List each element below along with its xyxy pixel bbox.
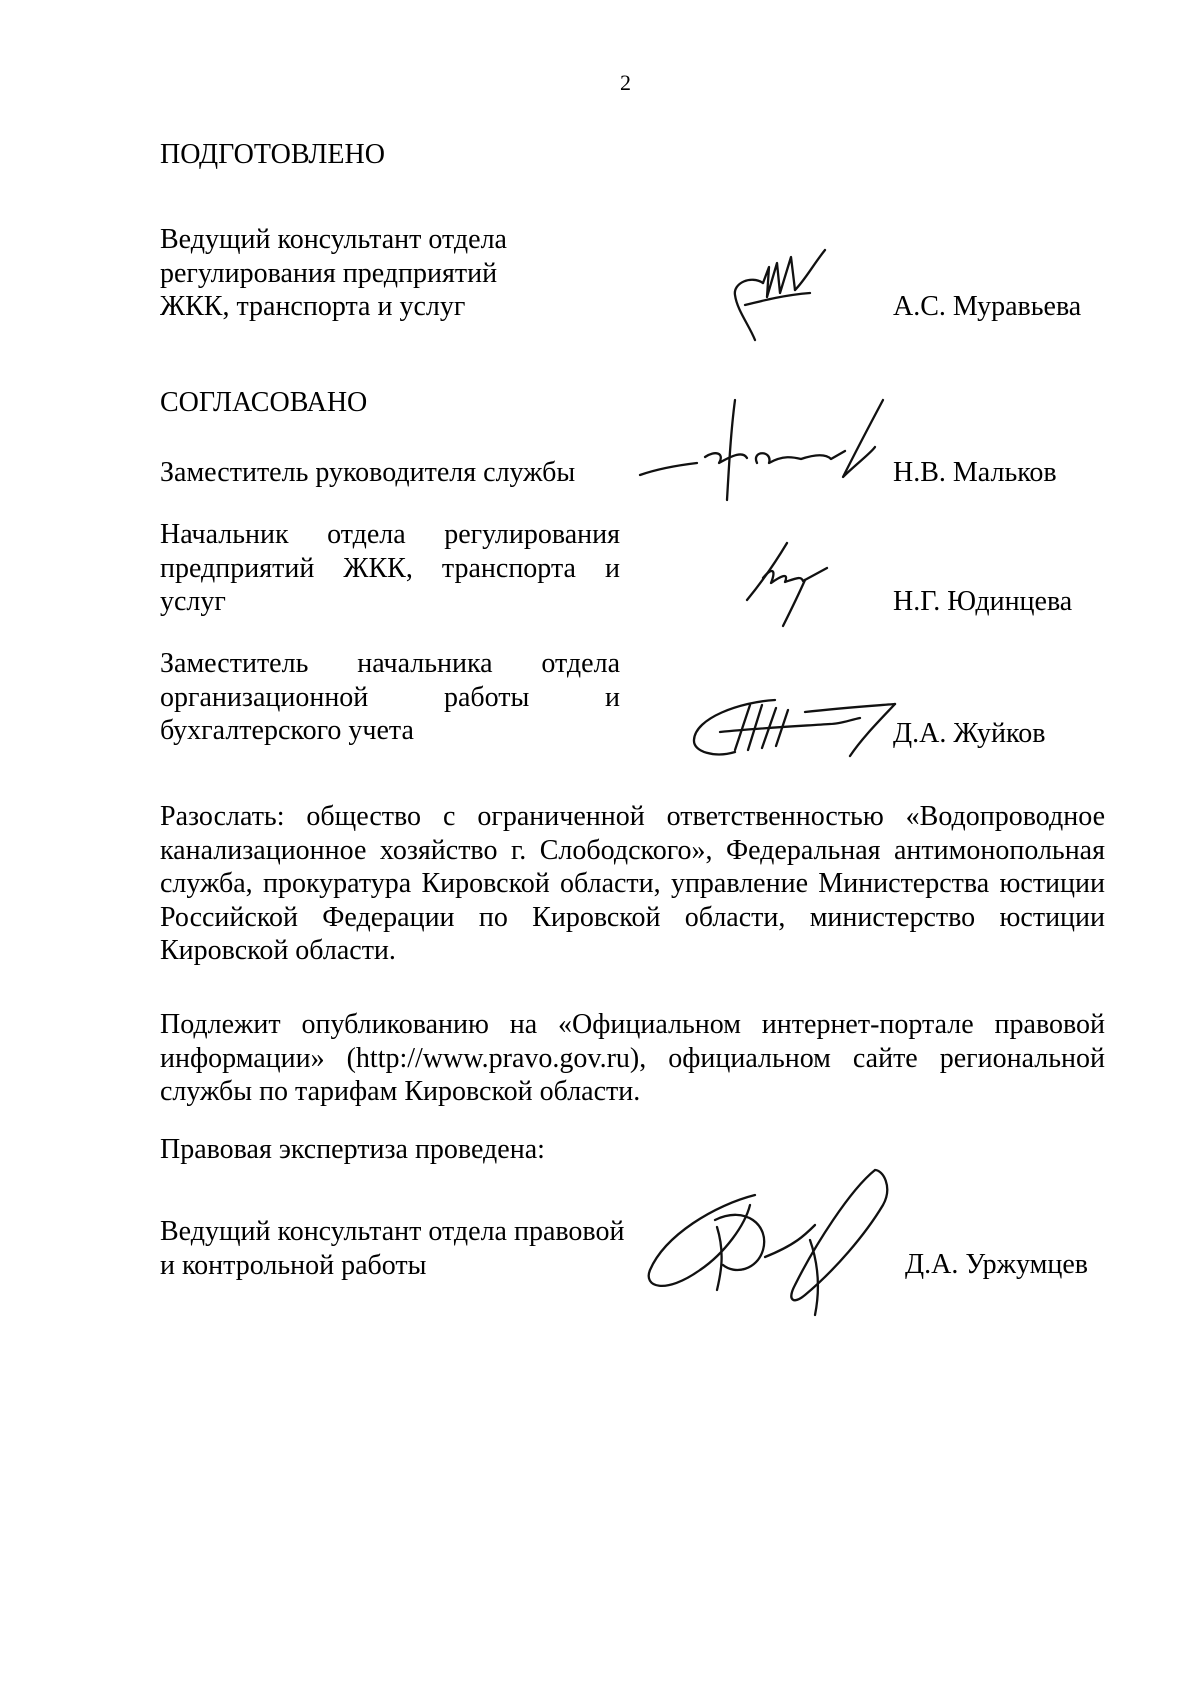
prepared-position-line: Ведущий консультант отдела (160, 224, 507, 255)
legal-review-heading: Правовая экспертиза проведена: (160, 1134, 545, 1165)
prepared-heading: ПОДГОТОВЛЕНО (160, 139, 385, 170)
publication-line: информации» (http://www.pravo.gov.ru), официальном сайте региональной (160, 1042, 1105, 1074)
signature-yudintseva (745, 538, 835, 628)
signature-malkov (635, 395, 895, 505)
agreed-signer-2-name: Н.Г. Юдинцева (893, 586, 1073, 617)
position-line: организационной работы и (160, 681, 620, 713)
legal-review-position-line: и контрольной работы (160, 1249, 427, 1281)
distribution-line: Разослать: общество с ограниченной ответственностью «Водопроводное (160, 801, 1105, 832)
position-line: предприятий ЖКК, транспорта и (160, 552, 620, 584)
prepared-position (160, 223, 507, 324)
position-line: услуг (160, 586, 226, 617)
position-line: Начальник отдела регулирования (160, 519, 620, 550)
publication-paragraph (160, 1008, 1105, 1109)
distribution-line: служба, прокуратура Кировской области, управление Министерства юстиции (160, 868, 1105, 899)
agreed-signer-3-position (160, 647, 620, 748)
publication-line: Подлежит опубликованию на «Официальном интернет-портале правовой (160, 1009, 1105, 1040)
signature-urzhumtsev (645, 1165, 915, 1320)
page-number: 2 (620, 70, 631, 95)
prepared-position-line: регулирования предприятий (160, 257, 498, 289)
prepared-name: А.С. Муравьева (893, 291, 1082, 322)
distribution-line: Российской Федерации по Кировской области, министерство юстиции (160, 901, 1105, 933)
position-line: Заместитель начальника отдела (160, 648, 620, 679)
distribution-line: Кировской области. (160, 935, 396, 966)
agreed-signer-3-name: Д.А. Жуйков (893, 718, 1046, 749)
prepared-position-line: ЖКК, транспорта и услуг (160, 291, 466, 322)
distribution-line: канализационное хозяйство г. Слободского», Федеральная антимонопольная (160, 834, 1105, 866)
agreed-signer-1-name: Н.В. Мальков (893, 457, 1057, 488)
distribution-paragraph (160, 800, 1105, 968)
signature-muravyeva (725, 245, 845, 345)
agreed-signer-2-position (160, 518, 620, 619)
position-line: бухгалтерского учета (160, 715, 414, 746)
agreed-heading: СОГЛАСОВАНО (160, 387, 368, 418)
legal-review-position-line: Ведущий консультант отдела правовой (160, 1216, 625, 1247)
legal-review-name: Д.А. Уржумцев (905, 1249, 1089, 1280)
agreed-signer-1-position: Заместитель руководителя службы (160, 457, 576, 488)
signature-zhuykov (690, 690, 900, 760)
legal-review-position (160, 1215, 624, 1282)
publication-line: службы по тарифам Кировской области. (160, 1076, 641, 1107)
